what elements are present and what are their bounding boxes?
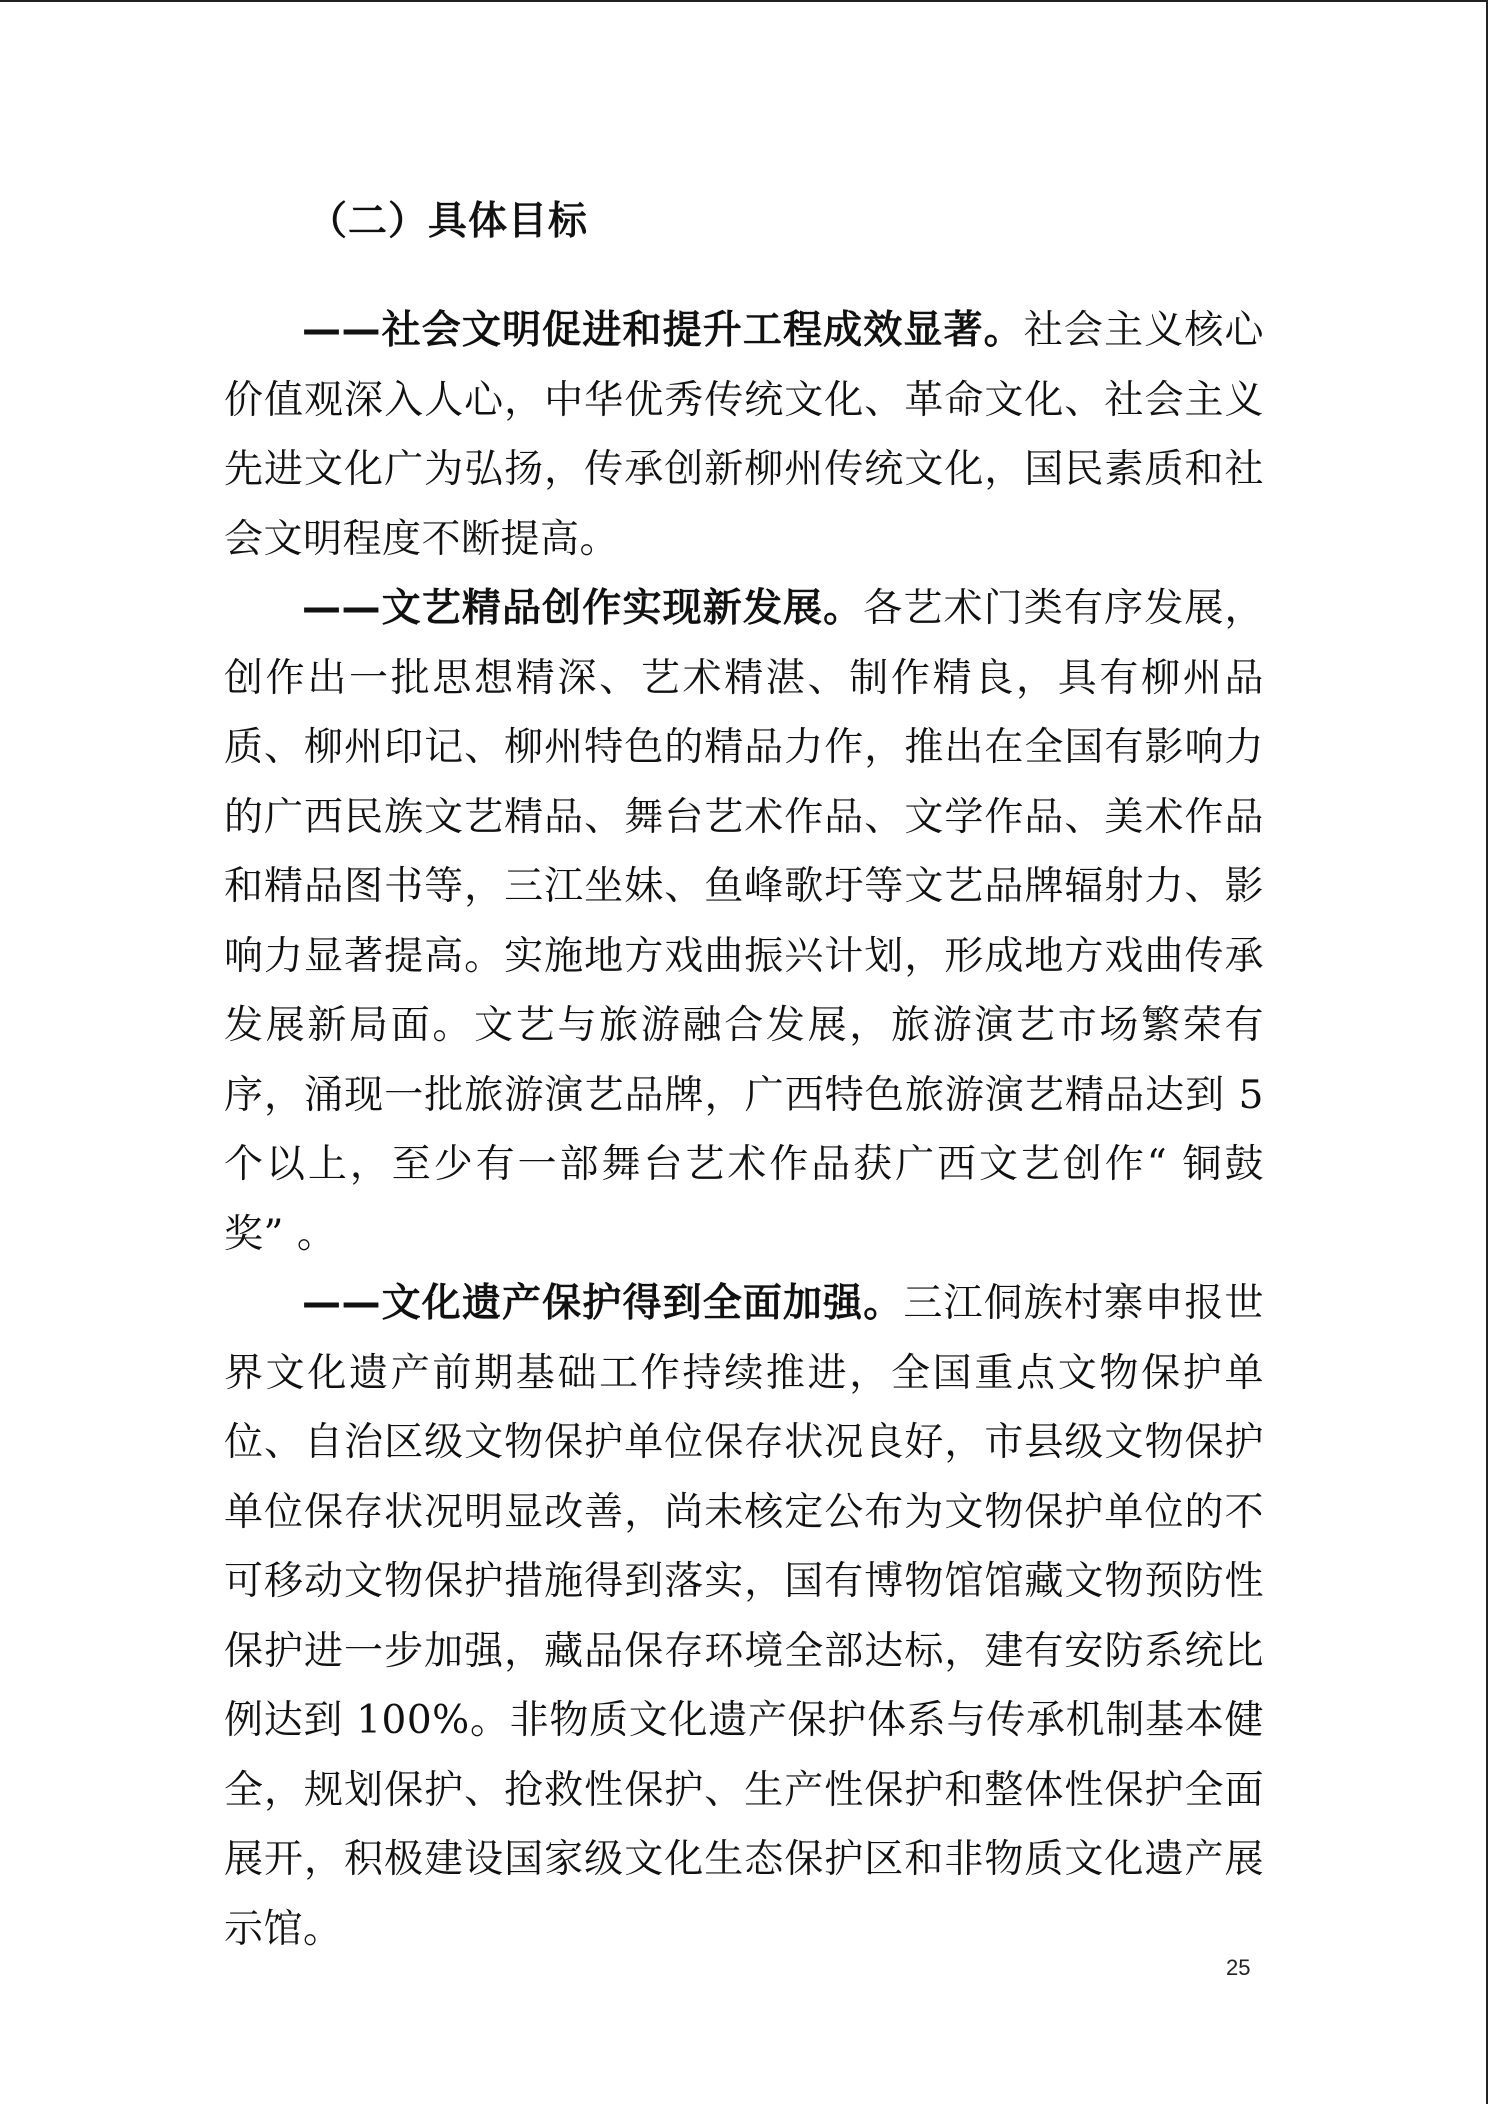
section-heading: （二）具体目标 [308, 199, 589, 244]
page-number: 25 [1226, 1955, 1251, 1980]
paragraph-heritage-protection [224, 1269, 1264, 1964]
paragraph-body: 社会主义核心价值观深入人心，中华优秀传统文化、革命文化、社会主义先进文化广为弘扬，传承创新柳州传统文化，国民素质和社会文明程度不断提高。 [224, 308, 1264, 562]
page-top-border [0, 0, 1488, 2]
paragraph-body: 三江侗族村寨申报世界文化遗产前期基础工作持续推进，全国重点文物保护单位、自治区级文物保护单位保存状况良好，市县级文物保护单位保存状况明显改善，尚未核定公布为文物保护单位的不可移动文物保护措施得到落实，国有博物馆馆藏文物预防性保护进一步加强，藏品保存环境全部达标，建有安防系统比例达到 100%。非物质文化遗产保护体系与传承机制基本健全，规划保护、抢救性保护、生产性保护和整体性保护全面展开，积极建设国家级文化生态保护区和非物质文化遗产展示馆。 [224, 1281, 1264, 1952]
paragraph-lead: ——文化遗产保护得到全面加强。 [302, 1281, 904, 1326]
paragraph-social-civilization [224, 296, 1264, 574]
paragraph-lead: ——文艺精品创作实现新发展。 [302, 586, 864, 631]
paragraph-art-creation [224, 574, 1264, 1269]
document-body [224, 190, 1264, 1964]
paragraph-lead: ——社会文明促进和提升工程成效显著。 [302, 308, 1024, 353]
paragraph-body: 各艺术门类有序发展，创作出一批思想精深、艺术精湛、制作精良，具有柳州品质、柳州印记、柳州特色的精品力作，推出在全国有影响力的广西民族文艺精品、舞台艺术作品、文学作品、美术作品和精品图书等，三江坐妹、鱼峰歌圩等文艺品牌辐射力、影响力显著提高。实施地方戏曲振兴计划，形成地方戏曲传承发展新局面。文艺与旅游融合发展，旅游演艺市场繁荣有序，涌现一批旅游演艺品牌，广西特色旅游演艺精品达到 5 个以上，至少有一部舞台艺术作品获广西文艺创作“ 铜鼓奖” 。 [224, 586, 1264, 1257]
